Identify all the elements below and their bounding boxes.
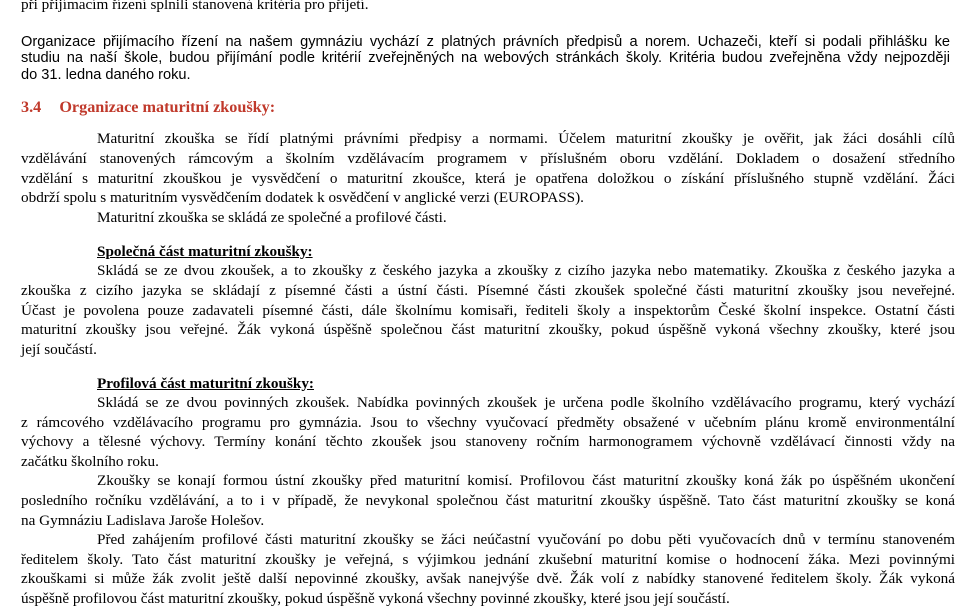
paragraph-line: Skládá se ze dvou povinných zkoušek. Nabídka povinných zkoušek je určena podle školního vzdělávacího programu, který vychází bbox=[97, 394, 955, 412]
paragraph-line: studiu na naší škole, budou přijímání podle kritérií zveřejněných na webových stránkách školy. Kritéria budou zveřejněna vždy nejpozději bbox=[21, 50, 950, 67]
section-title: Organizace maturitní zkoušky: bbox=[59, 98, 276, 117]
paragraph-line: začátku školního roku. bbox=[21, 452, 159, 470]
paragraph-line: Zkoušky se konají formou ústní zkoušky před maturitní komisí. Profilovou část maturitní zkoušky koná žák po úspěšném ukončení bbox=[97, 472, 955, 490]
paragraph-line: obdrží spolu s maturitním vysvědčením dodatek k osvědčení v anglické verzi (EUROPASS). bbox=[21, 189, 584, 207]
paragraph-line: zkouškami si může žák zvolit ještě další nepovinné zkoušky, avšak nanejvýše dvě. Žák volí z nabídky stanovené ředitelem školy. Žák vykoná bbox=[21, 570, 955, 588]
paragraph-line: Před zahájením profilové části maturitní zkoušky se žáci neúčastní vyučování po dobu pěti vyučovacích dnů v termínu stanoveném bbox=[97, 531, 955, 549]
paragraph-line: maturitní zkoušky jsou veřejné. Žák vykoná úspěšně společnou část maturitní zkoušky, pokud úspěšně vykoná všechny zkoušky, které jsou bbox=[21, 321, 955, 339]
paragraph-line: na Gymnáziu Ladislava Jaroše Holešov. bbox=[21, 511, 265, 529]
paragraph-line: Organizace přijímacího řízení na našem gymnáziu vychází z platných právních předpisů a norem. Uchazeči, kteří si podali přihlášku ke bbox=[21, 34, 950, 51]
paragraph-line: úspěšně profilovou část maturitní zkoušky, pokud úspěšně vykoná všechny povinné zkoušky, které jsou její součástí. bbox=[21, 590, 730, 607]
paragraph-line: výchovy a tělesné výchovy. Termíny konání těchto zkoušek jsou stanoveny ročním harmonogramem výchovně vzdělávací činnosti vždy na bbox=[21, 433, 955, 451]
paragraph-line: vzdělání s maturitní zkouškou je vysvědčení o maturitní zkoušce, která je opatřena doložkou o získání příslušného stupně vzdělání. Žáci bbox=[21, 169, 955, 187]
subsection-title: Společná část maturitní zkoušky: bbox=[97, 242, 313, 260]
paragraph-line: zkouška z cizího jazyka se skládají z písemné části a ústní části. Písemné části zkoušek společné části maturitní zkoušky jsou neveřejné. bbox=[21, 281, 955, 299]
paragraph-line: ředitelem školy. Tato část maturitní zkoušky je veřejná, s výjimkou jednání zkušební maturitní komise o hodnocení žáka. Mezi povinnými bbox=[21, 550, 955, 568]
intro-line: při přijímacím řízení splnili stanovená kritéria pro přijetí. bbox=[21, 0, 369, 13]
paragraph-line: posledního ročníku vzdělávání, a to i v případě, že nevykonal společnou část maturitní zkoušky úspěšně. Tato část maturitní zkoušky se koná bbox=[21, 492, 955, 509]
subsection-title: Profilová část maturitní zkoušky: bbox=[97, 374, 314, 392]
section-number: 3.4 bbox=[21, 98, 42, 117]
section-heading bbox=[21, 96, 960, 118]
paragraph-line: z rámcového vzdělávacího programu pro gymnázia. Jsou to všechny vyučovací předměty obsažené v učebním plánu kromě environmentální bbox=[21, 413, 955, 431]
paragraph-line: do 31. ledna daného roku. bbox=[21, 66, 191, 83]
paragraph-line: Maturitní zkouška se řídí platnými právními předpisy a normami. Účelem maturitní zkoušky je ověřit, jak žáci dosáhli cílů bbox=[97, 129, 955, 147]
paragraph-line: Skládá se ze dvou zkoušek, a to zkoušky z českého jazyka a zkoušky z cizího jazyka nebo matematiky. Zkouška z českého jazyka a bbox=[97, 262, 955, 280]
paragraph-line: vzdělávání stanovených rámcovým a školním vzdělávacím programem v příslušném oboru vzdělání. Dokladem o dosažení středního bbox=[21, 150, 955, 168]
paragraph-line: Maturitní zkouška se skládá ze společné a profilové části. bbox=[97, 208, 447, 226]
paragraph-line: Účast je povolena pouze zadavateli písemné části, dále školnímu komisaři, řediteli školy a inspektorům České školní inspekce. Ostatní části bbox=[21, 301, 955, 319]
paragraph-line: její součástí. bbox=[21, 340, 97, 358]
